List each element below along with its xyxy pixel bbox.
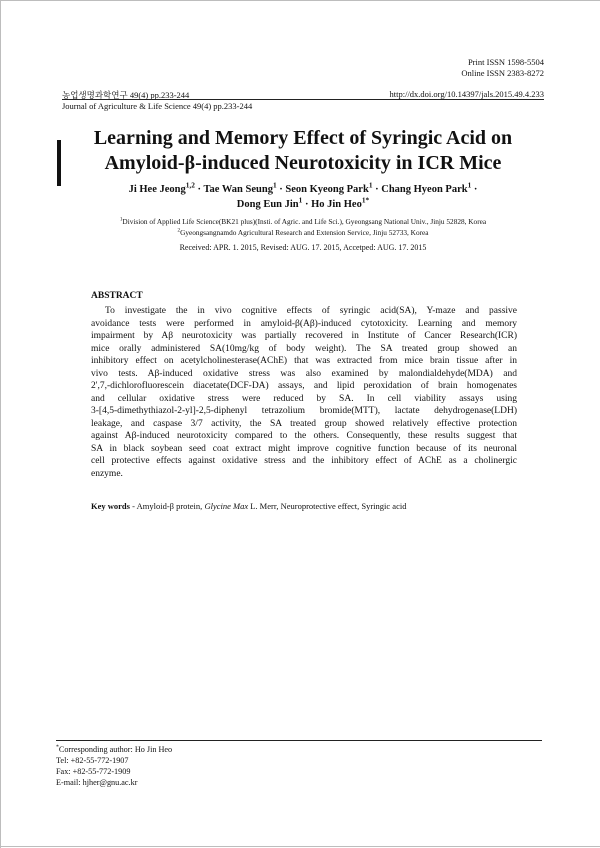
author-affiliation-mark: 1 <box>368 180 373 190</box>
affiliations <box>62 217 544 238</box>
page-border-bottom <box>0 846 600 847</box>
keyword: L. Merr, Neuroprotective effect, Syringic acid <box>248 501 407 511</box>
abstract-line: and cellular oxidative stress were reduced by SA. In cell viability assays using <box>91 393 517 404</box>
author-separator: · <box>375 184 379 195</box>
issn-block <box>461 57 544 79</box>
paper-title <box>62 126 544 176</box>
submission-dates: Received: APR. 1. 2015, Revised: AUG. 17. 2015, Accetped: AUG. 17. 2015 <box>179 243 427 252</box>
abstract-line: vivo tests. Aβ-induced oxidative stress was also examined by malondialdehyde(MDA) and <box>91 368 517 379</box>
author-affiliation-mark: 1 <box>467 180 472 190</box>
telephone: Tel: +82-55-772-1907 <box>56 756 129 765</box>
footnote <box>56 744 172 788</box>
author-separator: · <box>279 184 283 195</box>
abstract-line: leakage, and caspase 3/7 activity, the SA treated group showed relatively effective protection <box>91 418 517 429</box>
affiliation-2: $^2$Gyeongsangnamdo Agricultural Research and Extension Service, Jinju 52733, Korea <box>177 227 429 237</box>
header-rule <box>62 99 544 100</box>
print-issn: Print ISSN 1598-5504 <box>467 57 544 67</box>
fax: Fax: +82-55-772-1909 <box>56 767 131 776</box>
abstract-line: SA in black soybean seed coat extract might improve cognitive function because of its neuronal <box>91 443 517 454</box>
corresponding-mark: * <box>56 744 59 751</box>
author-name: Ho Jin Heo <box>311 199 362 210</box>
author-affiliation-mark: 1 <box>298 195 303 205</box>
author-affiliation-mark: 1* <box>361 195 370 205</box>
author-affiliation-mark: 1,2 <box>185 180 195 190</box>
journal-english-citation: Journal of Agriculture & Life Science 49(4) pp.233-244 <box>62 101 253 111</box>
author-separator: · <box>473 184 478 195</box>
abstract-line: inhibitory effect on acetylcholinesterase(AChE) that was extracted from mice brain tissue after in <box>91 356 517 366</box>
author-name: Ji Hee Jeong <box>128 184 186 195</box>
abstract-body <box>91 305 517 480</box>
journal-korean-citation: 농업생명과학연구 49(4) pp.233-244 <box>62 90 190 100</box>
author-name: Seon Kyeong Park <box>285 184 369 195</box>
abstract-line: avoidance tests were performed in amyloid-β(Aβ)-induced cytotoxicity. Learning and memory <box>91 318 517 329</box>
abstract-line: enzyme. <box>91 468 123 479</box>
page-border-left <box>0 0 1 848</box>
author-separator: · <box>304 199 309 210</box>
keywords-dash: - <box>129 501 137 511</box>
abstract-heading: ABSTRACT <box>91 291 143 301</box>
abstract-line: To investigate the in vivo cognitive effects of syringic acid(SA), Y-maze and passive <box>105 306 517 316</box>
author-affiliation-mark: 1 <box>272 180 277 190</box>
keywords-label: Key words <box>91 501 130 511</box>
abstract-line: 2',7,-dichlorofluorescein diacetate(DCF-DA) assays, and lipid peroxidation of brain homogenates <box>91 381 517 391</box>
affiliation-1: $^1$Division of Applied Life Science(BK21 plus)(Insti. of Agric. and Life Sci.), Gyeongsang National Univ., Jinju 52828, Korea <box>119 216 487 226</box>
author-name: Chang Hyeon Park <box>381 184 468 195</box>
keywords <box>91 501 406 511</box>
affiliation-mark: 2 <box>177 227 181 234</box>
title-line-1: Learning and Memory Effect of Syringic Acid on <box>93 127 513 149</box>
email[interactable]: E-mail: hjher@gnu.ac.kr <box>56 778 138 787</box>
title-side-bar <box>57 140 61 186</box>
abstract-line: 3-[4,5-dimethythiazol-2-yl]-2,5-diphenyl tetrazolium bromide(MTT), lactate dehydrogenase(LDH) <box>91 406 517 416</box>
online-issn: Online ISSN 2383-8272 <box>461 68 544 78</box>
footnote-rule <box>56 740 542 741</box>
author-name: Dong Eun Jin <box>236 199 299 210</box>
keyword-italic: Glycine Max <box>204 501 249 511</box>
abstract-line: against Aβ-induced neurotoxicity compared to the others. Consequently, these results suggest that <box>91 431 517 441</box>
affiliation-mark: 1 <box>119 216 123 223</box>
abstract-line: cell protective effects against oxidative stress and the inhibitory effect of AChE as a cholinergic <box>91 456 517 466</box>
doi-link[interactable]: http://dx.doi.org/10.14397/jals.2015.49.4.233 <box>389 89 544 99</box>
author-list <box>62 182 544 212</box>
title-line-2: Amyloid-β-induced Neurotoxicity in ICR Mice <box>104 152 502 174</box>
author-name: Tae Wan Seung <box>203 184 273 195</box>
keyword: Amyloid-β protein, <box>136 501 205 511</box>
corresponding-author: *Corresponding author: Ho Jin Heo <box>56 744 173 754</box>
page-border-top <box>0 0 600 1</box>
abstract-line: mice orally administered SA(10mg/kg of body weight). The SA treated group showed an <box>91 343 517 354</box>
abstract-line: impairment by Aβ neurotoxicity was partially recovered in Institute of Cancer Research(ICR) <box>91 331 517 341</box>
author-separator: · <box>197 184 202 195</box>
